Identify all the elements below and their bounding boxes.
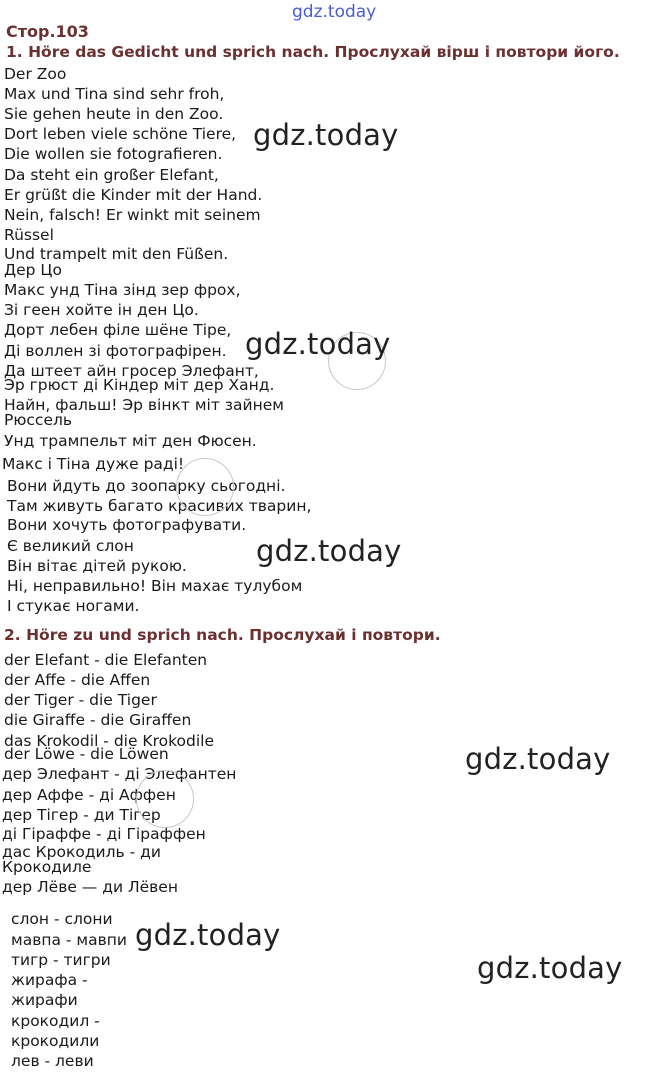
- poem-line: Nein, falsch! Er winkt mit seinem: [4, 206, 261, 224]
- word-pair: der Löwe - die Löwen: [4, 745, 169, 763]
- poem-line: Und trampelt mit den Füßen.: [4, 245, 229, 263]
- word-pair: der Affe - die Affen: [4, 671, 151, 689]
- poem-line: Там живуть багато красивих тварин,: [7, 497, 312, 515]
- watermark-top: gdz.today: [292, 2, 377, 22]
- poem-line: Max und Tina sind sehr froh,: [4, 85, 225, 103]
- word-pair: жирафа -: [11, 971, 88, 989]
- exercise-1-heading: 1. Höre das Gedicht und sprich nach. Прослухай вірш і повтори його.: [6, 43, 620, 61]
- poem-line: Er grüßt die Kinder mit der Hand.: [4, 186, 263, 204]
- exercise-2-heading: 2. Höre zu und sprich nach. Прослухай і повтори.: [4, 626, 441, 644]
- poem-line: Є великий слон: [7, 537, 134, 555]
- poem-line: Він вітає дітей рукою.: [7, 557, 187, 575]
- watermark: gdz.today: [465, 742, 611, 776]
- poem-line: Да штеет айн гросер Элефант,: [4, 362, 259, 380]
- watermark: gdz.today: [245, 327, 391, 361]
- word-pair: дер Элефант - ді Элефантен: [2, 765, 237, 783]
- word-pair: дер Аффе - ді Аффен: [2, 786, 176, 804]
- poem-line: Дорт лебен філе шёне Тіре,: [4, 321, 232, 339]
- word-pair: der Tiger - die Tiger: [4, 691, 157, 709]
- poem-line: Dort leben viele schöne Tiere,: [4, 125, 237, 143]
- watermark: gdz.today: [477, 951, 623, 985]
- poem-line: Макс і Тіна дуже раді!: [2, 455, 185, 473]
- poem-line: Дер Цо: [4, 261, 62, 279]
- word-pair: das Krokodil - die Krokodile: [4, 732, 215, 750]
- poem-line: Die wollen sie fotografieren.: [4, 145, 223, 163]
- word-pair: Крокодиле: [2, 858, 92, 876]
- poem-line: Найн, фальш! Эр вінкт міт зайнем: [4, 396, 284, 414]
- word-pair: лев - леви: [11, 1052, 94, 1070]
- watermark: gdz.today: [135, 918, 281, 952]
- watermark: gdz.today: [256, 534, 402, 568]
- poem-line: Da steht ein großer Elefant,: [4, 166, 219, 184]
- word-pair: дас Крокодиль - ди: [2, 843, 161, 861]
- poem-line: Зі геен хойте ін ден Цо.: [4, 301, 199, 319]
- poem-line: Унд трампельт міт ден Фюсен.: [4, 432, 257, 450]
- word-pair: ді Гіраффе - ді Гіраффен: [2, 825, 206, 843]
- word-pair: слон - слони: [11, 910, 113, 928]
- poem-line: Der Zoo: [4, 65, 67, 83]
- word-pair: дер Тігер - ди Тігер: [2, 806, 161, 824]
- word-pair: der Elefant - die Elefanten: [4, 651, 208, 669]
- word-pair: жирафи: [11, 991, 78, 1009]
- poem-line: Sie gehen heute in den Zoo.: [4, 105, 224, 123]
- poem-line: Эр грюст ді Кіндер міт дер Ханд.: [4, 376, 275, 394]
- stamp-mark: [176, 458, 234, 516]
- poem-line: Ді воллен зі фотографірен.: [4, 342, 227, 360]
- poem-line: Вони йдуть до зоопарку сьогодні.: [7, 477, 286, 495]
- watermark: gdz.today: [253, 118, 399, 152]
- word-pair: тигр - тигри: [11, 951, 111, 969]
- poem-line: Макс унд Тіна зінд зер фрох,: [4, 281, 241, 299]
- poem-line: Ні, неправильно! Він махає тулубом: [7, 577, 303, 595]
- page-label: Стор.103: [6, 22, 89, 41]
- poem-line: Rüssel: [4, 226, 54, 244]
- stamp-mark: [136, 770, 194, 828]
- word-pair: крокодили: [11, 1032, 100, 1050]
- poem-line: Вони хочуть фотографувати.: [7, 516, 247, 534]
- word-pair: крокодил -: [11, 1012, 100, 1030]
- word-pair: мавпа - мавпи: [11, 931, 127, 949]
- poem-line: І стукає ногами.: [7, 597, 140, 615]
- poem-line: Рюссель: [4, 411, 73, 429]
- word-pair: дер Лёве — ди Лёвен: [2, 878, 178, 896]
- word-pair: die Giraffe - die Giraffen: [4, 711, 192, 729]
